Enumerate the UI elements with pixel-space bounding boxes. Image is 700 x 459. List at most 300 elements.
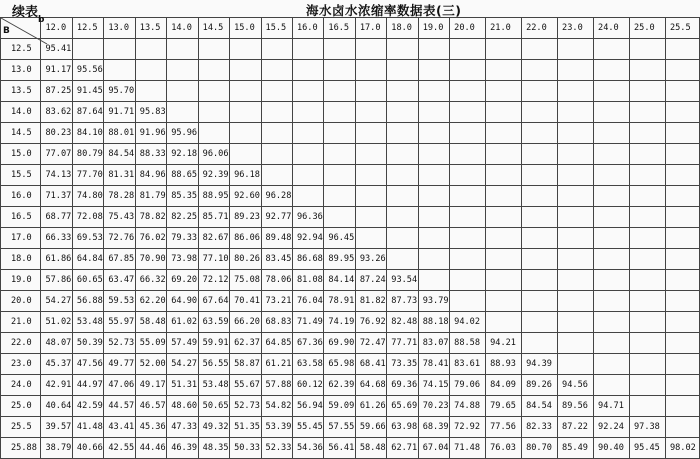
table-cell: [230, 123, 261, 144]
table-cell: 61.26: [355, 396, 386, 417]
table-cell: [594, 102, 630, 123]
table-cell: [522, 144, 558, 165]
table-cell: [261, 81, 292, 102]
row-header: 16.0: [1, 186, 41, 207]
table-cell: 56.94: [292, 396, 323, 417]
table-cell: 45.37: [41, 354, 72, 375]
table-cell: [594, 165, 630, 186]
table-cell: [522, 102, 558, 123]
table-cell: [665, 165, 699, 186]
table-cell: 83.07: [418, 333, 449, 354]
table-cell: [486, 270, 522, 291]
table-cell: [292, 81, 323, 102]
table-cell: [522, 123, 558, 144]
table-cell: [324, 81, 355, 102]
table-cell: [629, 60, 665, 81]
table-cell: 62.39: [324, 375, 355, 396]
column-header: 24.0: [594, 18, 630, 39]
table-cell: 68.77: [41, 207, 72, 228]
table-cell: [486, 228, 522, 249]
table-cell: [486, 39, 522, 60]
table-cell: [558, 291, 594, 312]
table-cell: [355, 165, 386, 186]
table-cell: 93.79: [418, 291, 449, 312]
table-cell: 52.73: [230, 396, 261, 417]
table-cell: [665, 354, 699, 375]
continued-label: 续表: [12, 5, 39, 20]
table-row: [1, 60, 700, 81]
table-cell: [522, 228, 558, 249]
table-cell: 63.47: [104, 270, 135, 291]
table-cell: 80.79: [72, 144, 103, 165]
table-cell: [355, 123, 386, 144]
table-cell: [665, 186, 699, 207]
table-cell: [486, 312, 522, 333]
table-cell: 82.67: [198, 228, 229, 249]
table-cell: 67.85: [104, 249, 135, 270]
table-cell: 96.28: [261, 186, 292, 207]
table-cell: 84.96: [135, 165, 166, 186]
table-cell: 84.54: [522, 396, 558, 417]
table-cell: [558, 165, 594, 186]
table-cell: [629, 186, 665, 207]
table-cell: 81.79: [135, 186, 166, 207]
table-cell: 84.14: [324, 270, 355, 291]
table-cell: 56.88: [72, 291, 103, 312]
table-cell: 39.57: [41, 417, 72, 438]
table-cell: 71.48: [450, 438, 486, 459]
table-cell: [629, 102, 665, 123]
table-cell: [558, 333, 594, 354]
table-cell: [522, 333, 558, 354]
page-header: [0, 0, 700, 18]
table-cell: [387, 102, 418, 123]
table-cell: [665, 270, 699, 291]
table-cell: [355, 186, 386, 207]
table-cell: 65.69: [387, 396, 418, 417]
table-cell: 51.02: [41, 312, 72, 333]
table-cell: [450, 186, 486, 207]
table-cell: 55.97: [104, 312, 135, 333]
table-cell: [324, 165, 355, 186]
table-cell: 94.56: [558, 375, 594, 396]
table-cell: [387, 60, 418, 81]
table-cell: [558, 312, 594, 333]
table-cell: [450, 165, 486, 186]
table-cell: [261, 60, 292, 81]
table-cell: [450, 123, 486, 144]
table-cell: 52.73: [104, 333, 135, 354]
table-row: [1, 144, 700, 165]
table-cell: 72.08: [72, 207, 103, 228]
table-cell: [594, 228, 630, 249]
table-cell: [261, 123, 292, 144]
table-row: [1, 438, 700, 459]
table-cell: 74.19: [324, 312, 355, 333]
table-cell: 95.96: [167, 123, 198, 144]
row-header: 21.0: [1, 312, 41, 333]
table-cell: [418, 165, 449, 186]
table-cell: 54.82: [261, 396, 292, 417]
table-cell: [135, 60, 166, 81]
table-cell: 83.61: [450, 354, 486, 375]
table-cell: [629, 123, 665, 144]
table-cell: 96.36: [292, 207, 323, 228]
table-cell: 41.48: [72, 417, 103, 438]
table-cell: 68.39: [418, 417, 449, 438]
table-cell: 71.37: [41, 186, 72, 207]
table-cell: [418, 39, 449, 60]
table-row: [1, 375, 700, 396]
table-cell: 91.71: [104, 102, 135, 123]
table-cell: [450, 291, 486, 312]
table-cell: 68.83: [261, 312, 292, 333]
table-cell: [450, 270, 486, 291]
table-cell: [167, 102, 198, 123]
table-cell: 92.94: [292, 228, 323, 249]
table-cell: 76.02: [135, 228, 166, 249]
table-cell: 84.10: [72, 123, 103, 144]
table-cell: 92.39: [198, 165, 229, 186]
table-cell: [522, 165, 558, 186]
table-cell: 46.39: [167, 438, 198, 459]
table-cell: 50.33: [230, 438, 261, 459]
table-cell: [292, 144, 323, 165]
column-header: 13.5: [135, 18, 166, 39]
table-cell: [261, 144, 292, 165]
table-cell: 76.04: [292, 291, 323, 312]
table-cell: 40.64: [41, 396, 72, 417]
table-cell: 42.91: [41, 375, 72, 396]
table-cell: [594, 60, 630, 81]
table-cell: 77.70: [72, 165, 103, 186]
table-row: [1, 291, 700, 312]
table-cell: [486, 81, 522, 102]
table-cell: [230, 102, 261, 123]
table-cell: 63.59: [198, 312, 229, 333]
table-cell: 53.48: [72, 312, 103, 333]
table-cell: 94.71: [594, 396, 630, 417]
table-cell: [135, 39, 166, 60]
table-cell: [522, 249, 558, 270]
row-header: 23.0: [1, 354, 41, 375]
row-header: 25.0: [1, 396, 41, 417]
table-cell: 44.97: [72, 375, 103, 396]
table-cell: 78.28: [104, 186, 135, 207]
table-cell: [198, 102, 229, 123]
table-cell: [72, 39, 103, 60]
table-cell: 81.08: [292, 270, 323, 291]
table-cell: 85.49: [558, 438, 594, 459]
table-cell: [594, 207, 630, 228]
column-header: 19.0: [418, 18, 449, 39]
table-cell: 55.09: [135, 333, 166, 354]
table-cell: 78.82: [135, 207, 166, 228]
table-cell: 59.91: [198, 333, 229, 354]
table-cell: [522, 207, 558, 228]
table-cell: [450, 144, 486, 165]
table-cell: 46.57: [135, 396, 166, 417]
table-cell: 57.55: [324, 417, 355, 438]
column-header: 12.0: [41, 18, 72, 39]
header-row: [1, 18, 700, 39]
table-row: [1, 249, 700, 270]
table-cell: 51.31: [167, 375, 198, 396]
table-cell: [558, 354, 594, 375]
table-cell: 94.21: [486, 333, 522, 354]
table-cell: 55.67: [230, 375, 261, 396]
table-cell: 66.33: [41, 228, 72, 249]
table-cell: 97.38: [629, 417, 665, 438]
table-cell: 92.60: [230, 186, 261, 207]
table-cell: 52.33: [261, 438, 292, 459]
table-cell: [629, 207, 665, 228]
table-cell: 89.23: [230, 207, 261, 228]
table-row: [1, 270, 700, 291]
table-row: [1, 39, 700, 60]
table-cell: 49.77: [104, 354, 135, 375]
table-cell: 69.36: [387, 375, 418, 396]
table-cell: 61.86: [41, 249, 72, 270]
table-cell: 63.98: [387, 417, 418, 438]
table-cell: [387, 39, 418, 60]
row-header: 15.0: [1, 144, 41, 165]
table-cell: 47.56: [72, 354, 103, 375]
table-cell: [355, 207, 386, 228]
table-cell: [665, 144, 699, 165]
table-cell: 95.45: [629, 438, 665, 459]
table-cell: [629, 396, 665, 417]
table-cell: [594, 81, 630, 102]
table-cell: [167, 60, 198, 81]
table-cell: [665, 417, 699, 438]
table-cell: [261, 39, 292, 60]
table-cell: [665, 102, 699, 123]
table-row: [1, 354, 700, 375]
table-cell: 85.35: [167, 186, 198, 207]
column-header: 12.5: [72, 18, 103, 39]
table-cell: [629, 312, 665, 333]
table-cell: 42.55: [104, 438, 135, 459]
table-cell: 76.03: [486, 438, 522, 459]
table-cell: 91.17: [41, 60, 72, 81]
row-header: 25.5: [1, 417, 41, 438]
table-cell: 58.48: [135, 312, 166, 333]
table-cell: 54.27: [167, 354, 198, 375]
table-cell: 70.23: [418, 396, 449, 417]
table-cell: 93.54: [387, 270, 418, 291]
table-cell: [665, 312, 699, 333]
table-cell: 80.70: [522, 438, 558, 459]
table-cell: 83.62: [41, 102, 72, 123]
table-cell: 88.93: [486, 354, 522, 375]
table-cell: [324, 123, 355, 144]
table-cell: 69.20: [167, 270, 198, 291]
table-cell: [292, 123, 323, 144]
table-cell: [324, 60, 355, 81]
table-cell: 91.45: [72, 81, 103, 102]
table-cell: [198, 60, 229, 81]
table-cell: 87.64: [72, 102, 103, 123]
table-cell: 95.70: [104, 81, 135, 102]
table-cell: [450, 60, 486, 81]
table-cell: [418, 60, 449, 81]
table-cell: 48.35: [198, 438, 229, 459]
table-cell: 73.35: [387, 354, 418, 375]
table-cell: 81.31: [104, 165, 135, 186]
table-cell: 95.83: [135, 102, 166, 123]
table-cell: 77.71: [387, 333, 418, 354]
table-cell: [230, 39, 261, 60]
column-header: 21.0: [486, 18, 522, 39]
table-cell: [324, 39, 355, 60]
table-cell: 45.36: [135, 417, 166, 438]
table-row: [1, 123, 700, 144]
table-cell: 64.68: [355, 375, 386, 396]
table-cell: [522, 186, 558, 207]
row-header: 15.5: [1, 165, 41, 186]
table-cell: [450, 81, 486, 102]
table-cell: 67.64: [198, 291, 229, 312]
table-cell: [629, 249, 665, 270]
table-cell: 53.39: [261, 417, 292, 438]
table-cell: 89.26: [522, 375, 558, 396]
table-cell: 74.15: [418, 375, 449, 396]
table-cell: [629, 270, 665, 291]
table-cell: 53.48: [198, 375, 229, 396]
table-cell: [418, 123, 449, 144]
table-cell: 40.66: [72, 438, 103, 459]
table-cell: [665, 228, 699, 249]
table-cell: [558, 39, 594, 60]
table-cell: [522, 270, 558, 291]
table-cell: [558, 207, 594, 228]
table-cell: [629, 165, 665, 186]
table-cell: 84.09: [486, 375, 522, 396]
table-cell: 58.48: [355, 438, 386, 459]
table-cell: 79.06: [450, 375, 486, 396]
table-cell: 70.41: [230, 291, 261, 312]
row-header: 14.0: [1, 102, 41, 123]
table-cell: 72.92: [450, 417, 486, 438]
table-cell: [450, 249, 486, 270]
table-cell: 49.17: [135, 375, 166, 396]
table-cell: [594, 123, 630, 144]
table-cell: 67.36: [292, 333, 323, 354]
table-cell: [629, 39, 665, 60]
row-header: 22.0: [1, 333, 41, 354]
row-header: 17.0: [1, 228, 41, 249]
table-cell: 52.00: [135, 354, 166, 375]
table-cell: 63.58: [292, 354, 323, 375]
table-cell: [558, 249, 594, 270]
table-cell: 72.12: [198, 270, 229, 291]
table-cell: [292, 165, 323, 186]
table-cell: 87.25: [41, 81, 72, 102]
table-cell: 79.33: [167, 228, 198, 249]
column-header: 14.5: [198, 18, 229, 39]
table-cell: 93.26: [355, 249, 386, 270]
table-cell: [324, 207, 355, 228]
table-cell: [665, 396, 699, 417]
col-axis-label: b: [38, 15, 45, 25]
table-cell: 47.33: [167, 417, 198, 438]
table-cell: 89.95: [324, 249, 355, 270]
table-cell: [135, 81, 166, 102]
table-row: [1, 186, 700, 207]
table-row: [1, 102, 700, 123]
table-cell: [665, 291, 699, 312]
table-cell: [629, 333, 665, 354]
table-cell: [292, 102, 323, 123]
row-axis-label: B: [3, 26, 10, 36]
column-header: 25.5: [665, 18, 699, 39]
table-row: [1, 417, 700, 438]
table-cell: [230, 81, 261, 102]
row-header: 14.5: [1, 123, 41, 144]
table-cell: 91.96: [135, 123, 166, 144]
table-cell: [418, 228, 449, 249]
table-cell: 64.90: [167, 291, 198, 312]
row-header: 13.5: [1, 81, 41, 102]
table-cell: 96.06: [198, 144, 229, 165]
table-row: [1, 333, 700, 354]
table-cell: 96.45: [324, 228, 355, 249]
table-cell: [198, 39, 229, 60]
table-cell: 88.95: [198, 186, 229, 207]
table-cell: 51.35: [230, 417, 261, 438]
table-cell: 55.45: [292, 417, 323, 438]
table-cell: 92.18: [167, 144, 198, 165]
table-cell: [558, 81, 594, 102]
table-cell: 75.08: [230, 270, 261, 291]
table-cell: 69.53: [72, 228, 103, 249]
table-cell: [558, 270, 594, 291]
table-cell: 88.01: [104, 123, 135, 144]
column-header: 18.0: [387, 18, 418, 39]
table-cell: 42.59: [72, 396, 103, 417]
table-cell: [594, 291, 630, 312]
table-cell: [486, 60, 522, 81]
table-cell: 74.80: [72, 186, 103, 207]
table-cell: [450, 228, 486, 249]
corner-cell: [1, 15, 45, 39]
table-cell: 59.53: [104, 291, 135, 312]
column-header: 20.0: [450, 18, 486, 39]
table-cell: 88.33: [135, 144, 166, 165]
table-cell: [198, 123, 229, 144]
table-cell: [522, 312, 558, 333]
table-cell: 88.58: [450, 333, 486, 354]
table-cell: 78.06: [261, 270, 292, 291]
table-cell: [324, 102, 355, 123]
table-cell: [450, 102, 486, 123]
row-header: 20.0: [1, 291, 41, 312]
table-cell: [486, 291, 522, 312]
column-header: 15.5: [261, 18, 292, 39]
table-cell: 88.65: [167, 165, 198, 186]
table-cell: [594, 39, 630, 60]
table-cell: 50.39: [72, 333, 103, 354]
table-cell: [522, 81, 558, 102]
table-cell: [292, 39, 323, 60]
table-cell: 57.86: [41, 270, 72, 291]
table-cell: [594, 186, 630, 207]
table-cell: 95.56: [72, 60, 103, 81]
table-cell: 78.41: [418, 354, 449, 375]
table-cell: [418, 249, 449, 270]
table-cell: [522, 291, 558, 312]
